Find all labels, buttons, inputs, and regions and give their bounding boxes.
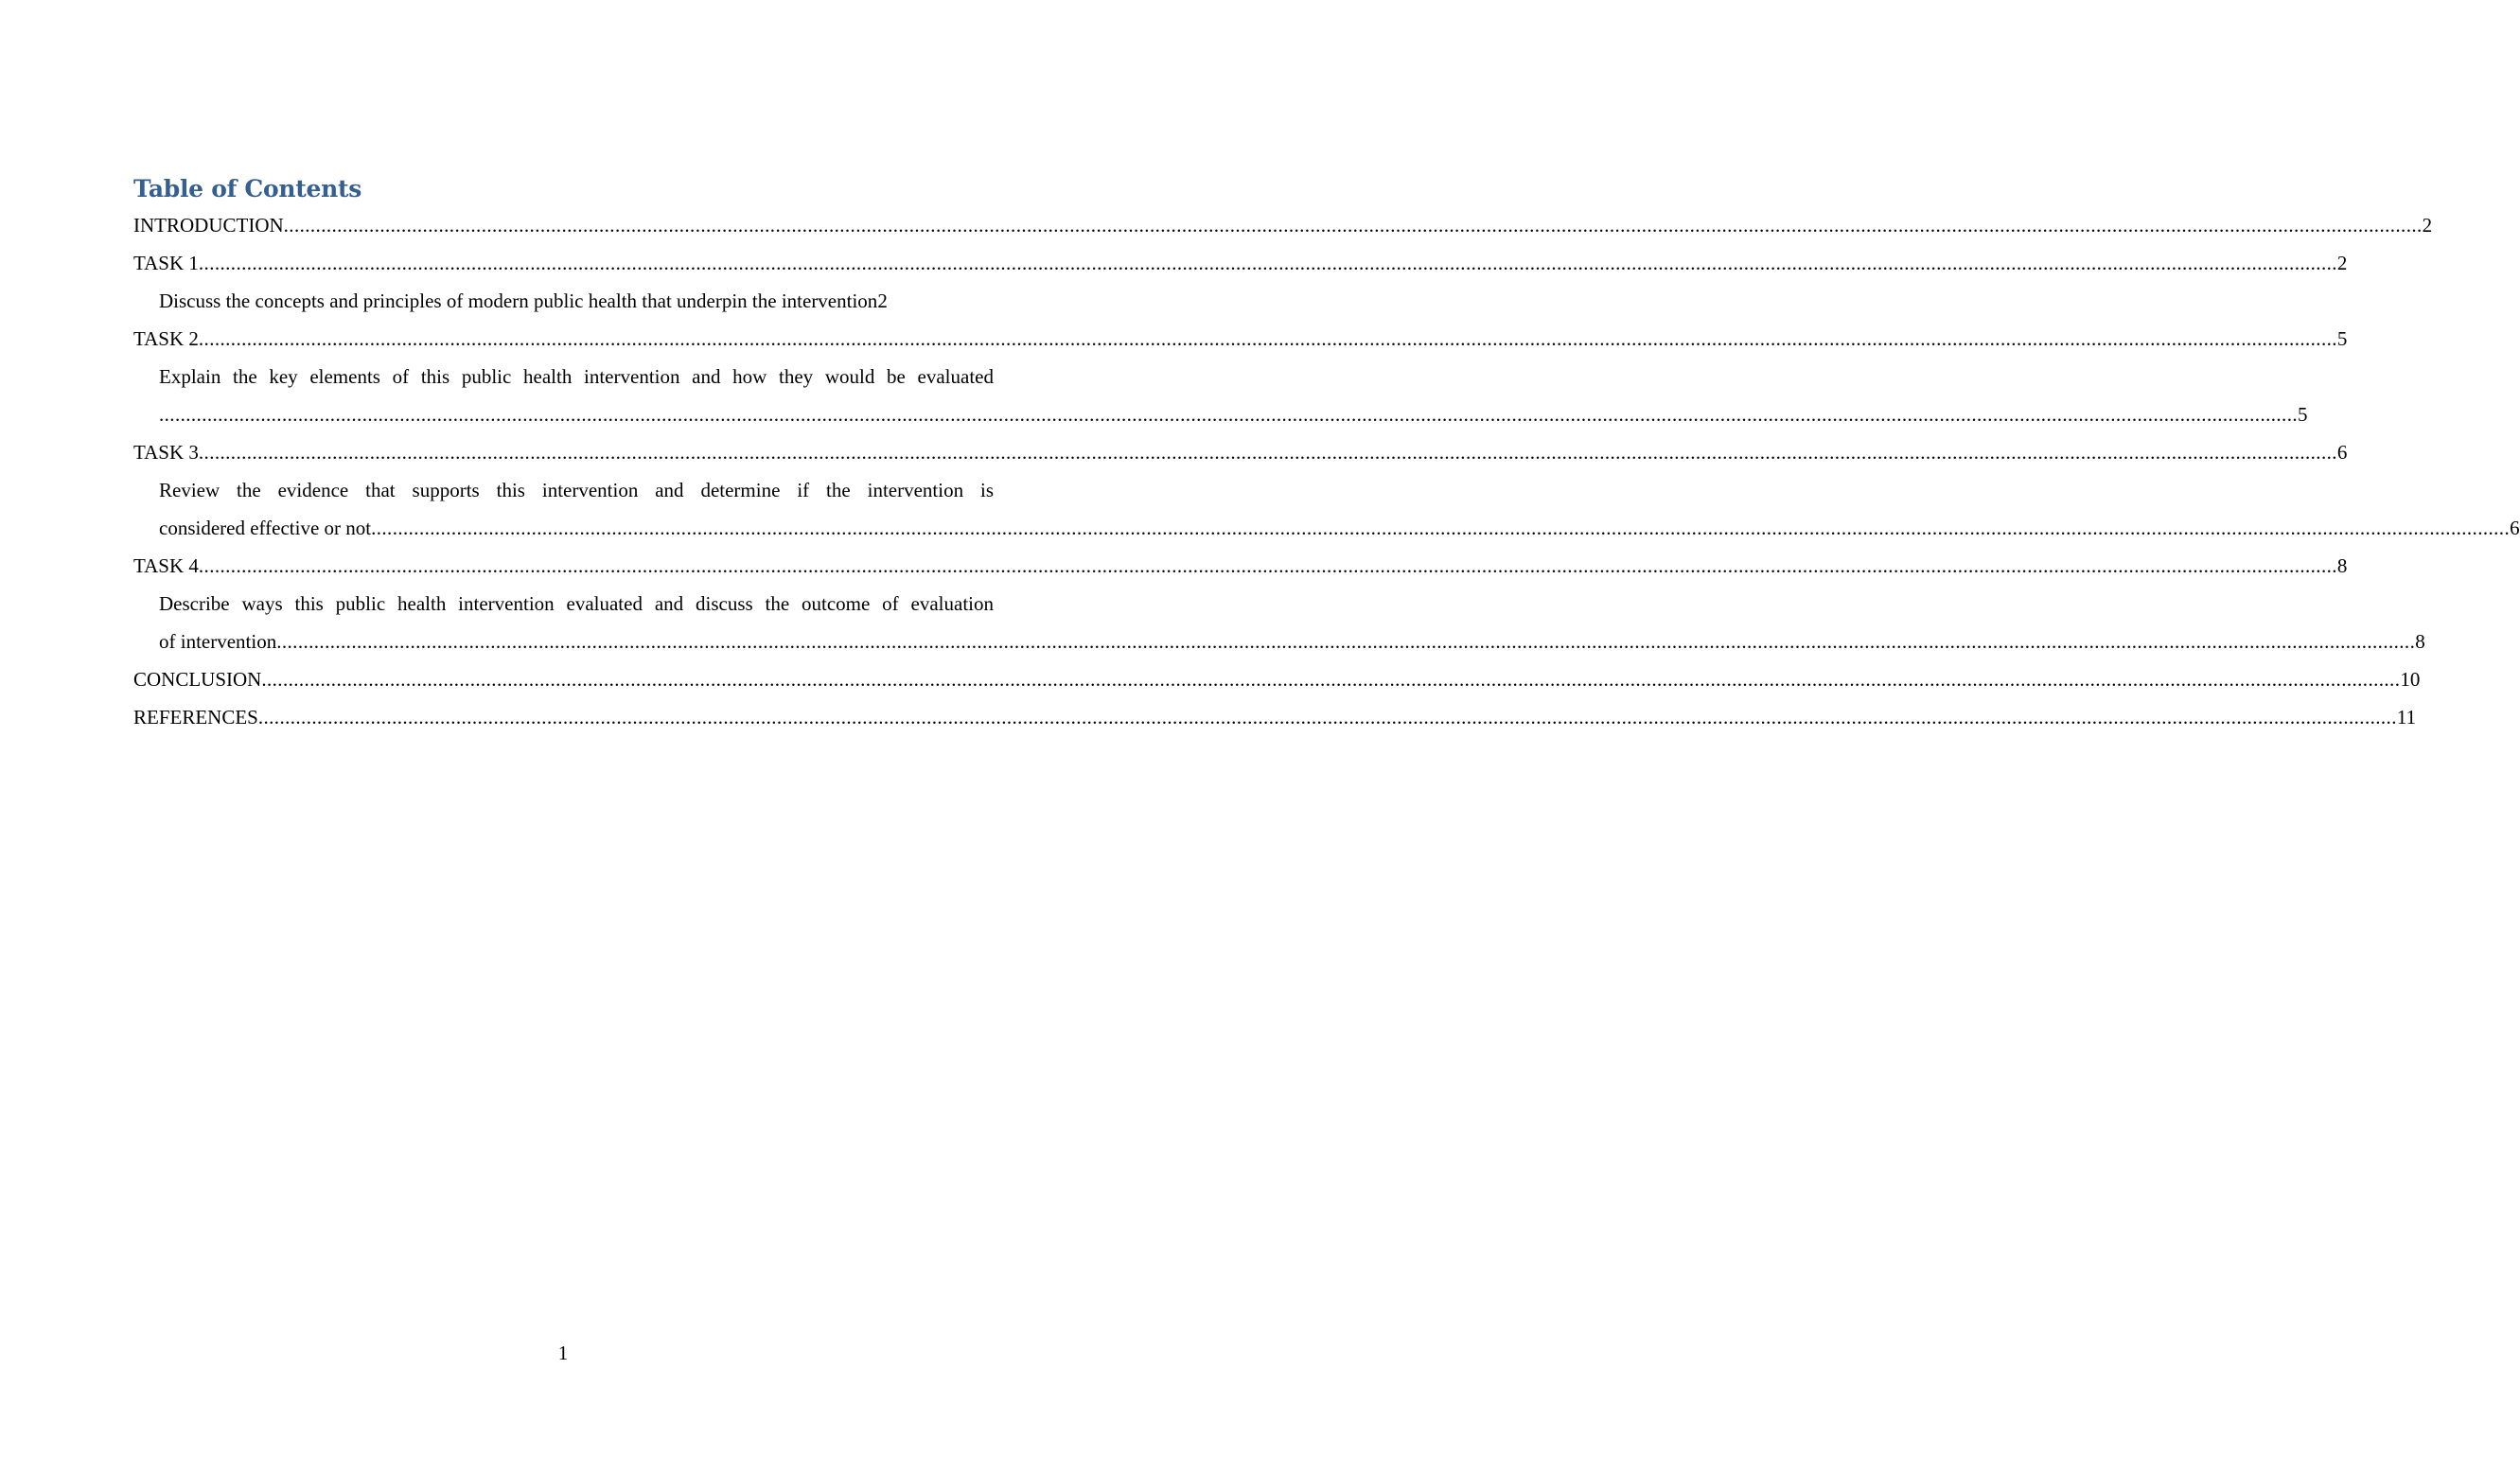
dot-leader: ................................................................................................................................................................................................................................................................................................................................................................................................................ [283,214,2423,237]
toc-entry-label: INTRODUCTION [133,214,284,237]
dot-leader: ................................................................................................................................................................................................................................................................................................................................................................................................................ [198,441,2337,464]
toc-entry-label: REFERENCES [133,706,258,728]
toc-page-number: 5 [2336,327,2348,350]
toc-entry-task-2-sub[interactable] [133,360,2308,436]
toc-page-number: 8 [2336,554,2348,577]
toc-entry-task-3-sub[interactable] [133,474,2520,550]
toc-entry-label-line-1: Explain the key elements of this public health intervention and how they would be evaluated [159,365,994,388]
dot-leader: ................................................................................................................................................................................................................................................................................................................................................................................................................ [261,668,2401,691]
toc-page-number: 11 [2396,706,2417,728]
dot-leader: ................................................................................................................................................................................................................................................................................................................................................................................................................ [198,327,2337,350]
toc-entry-task-1[interactable] [133,247,2348,285]
toc-entry-references[interactable] [133,701,2417,739]
dot-leader: ................................................................................................................................................................................................................................................................................................................................................................................................................ [371,517,2511,539]
toc-entry-label: TASK 1 [133,252,199,274]
toc-entry-introduction[interactable] [133,209,2433,247]
dot-leader: ................................................................................................................................................................................................................................................................................................................................................................................................................ [276,630,2416,653]
toc-page-number: 2 [2422,214,2433,237]
toc-entry-label-line-2: considered effective or not [159,517,372,539]
toc-entry-label: Discuss the concepts and principles of modern public health that underpin the intervention [159,290,878,312]
toc-entry-conclusion[interactable] [133,663,2421,701]
dot-leader: ................................................................................................................................................................................................................................................................................................................................................................................................................ [257,706,2397,728]
toc-entry-label-line-1: Describe ways this public health intervention evaluated and discuss the outcome of evaluation [159,592,994,615]
toc-entry-label: CONCLUSION [133,668,262,691]
page-number: 1 [557,1342,569,1364]
toc-entry-task-4[interactable] [133,550,2348,588]
toc-page-number: 6 [2336,441,2348,464]
toc-page-number: 10 [2400,668,2421,691]
toc-page-number: 6 [2510,517,2520,539]
toc-entry-task-3[interactable] [133,436,2348,474]
dot-leader: ................................................................................................................................................................................................................................................................................................................................................................................................................ [198,554,2337,577]
toc-page-number: 2 [2336,252,2348,274]
toc-heading: Table of Contents [133,175,362,202]
toc-entry-task-1-sub[interactable] [133,285,994,323]
toc-entry-label: TASK 3 [133,441,199,464]
toc-page-number: 8 [2415,630,2425,653]
toc-entry-task-2[interactable] [133,323,2348,360]
toc-page-number: 2 [877,290,888,312]
toc-entry-label-line-1: Review the evidence that supports this intervention and determine if the intervention is [159,479,994,501]
dot-leader: ................................................................................................................................................................................................................................................................................................................................................................................................................ [159,403,2298,426]
toc-entry-task-4-sub[interactable] [133,588,2425,663]
toc-page-number: 5 [2298,403,2308,426]
dot-leader: ................................................................................................................................................................................................................................................................................................................................................................................................................ [198,252,2337,274]
toc-entry-label: TASK 2 [133,327,199,350]
toc-entry-label-line-2: of intervention [159,630,277,653]
table-of-contents [133,209,2520,739]
toc-entry-label: TASK 4 [133,554,199,577]
